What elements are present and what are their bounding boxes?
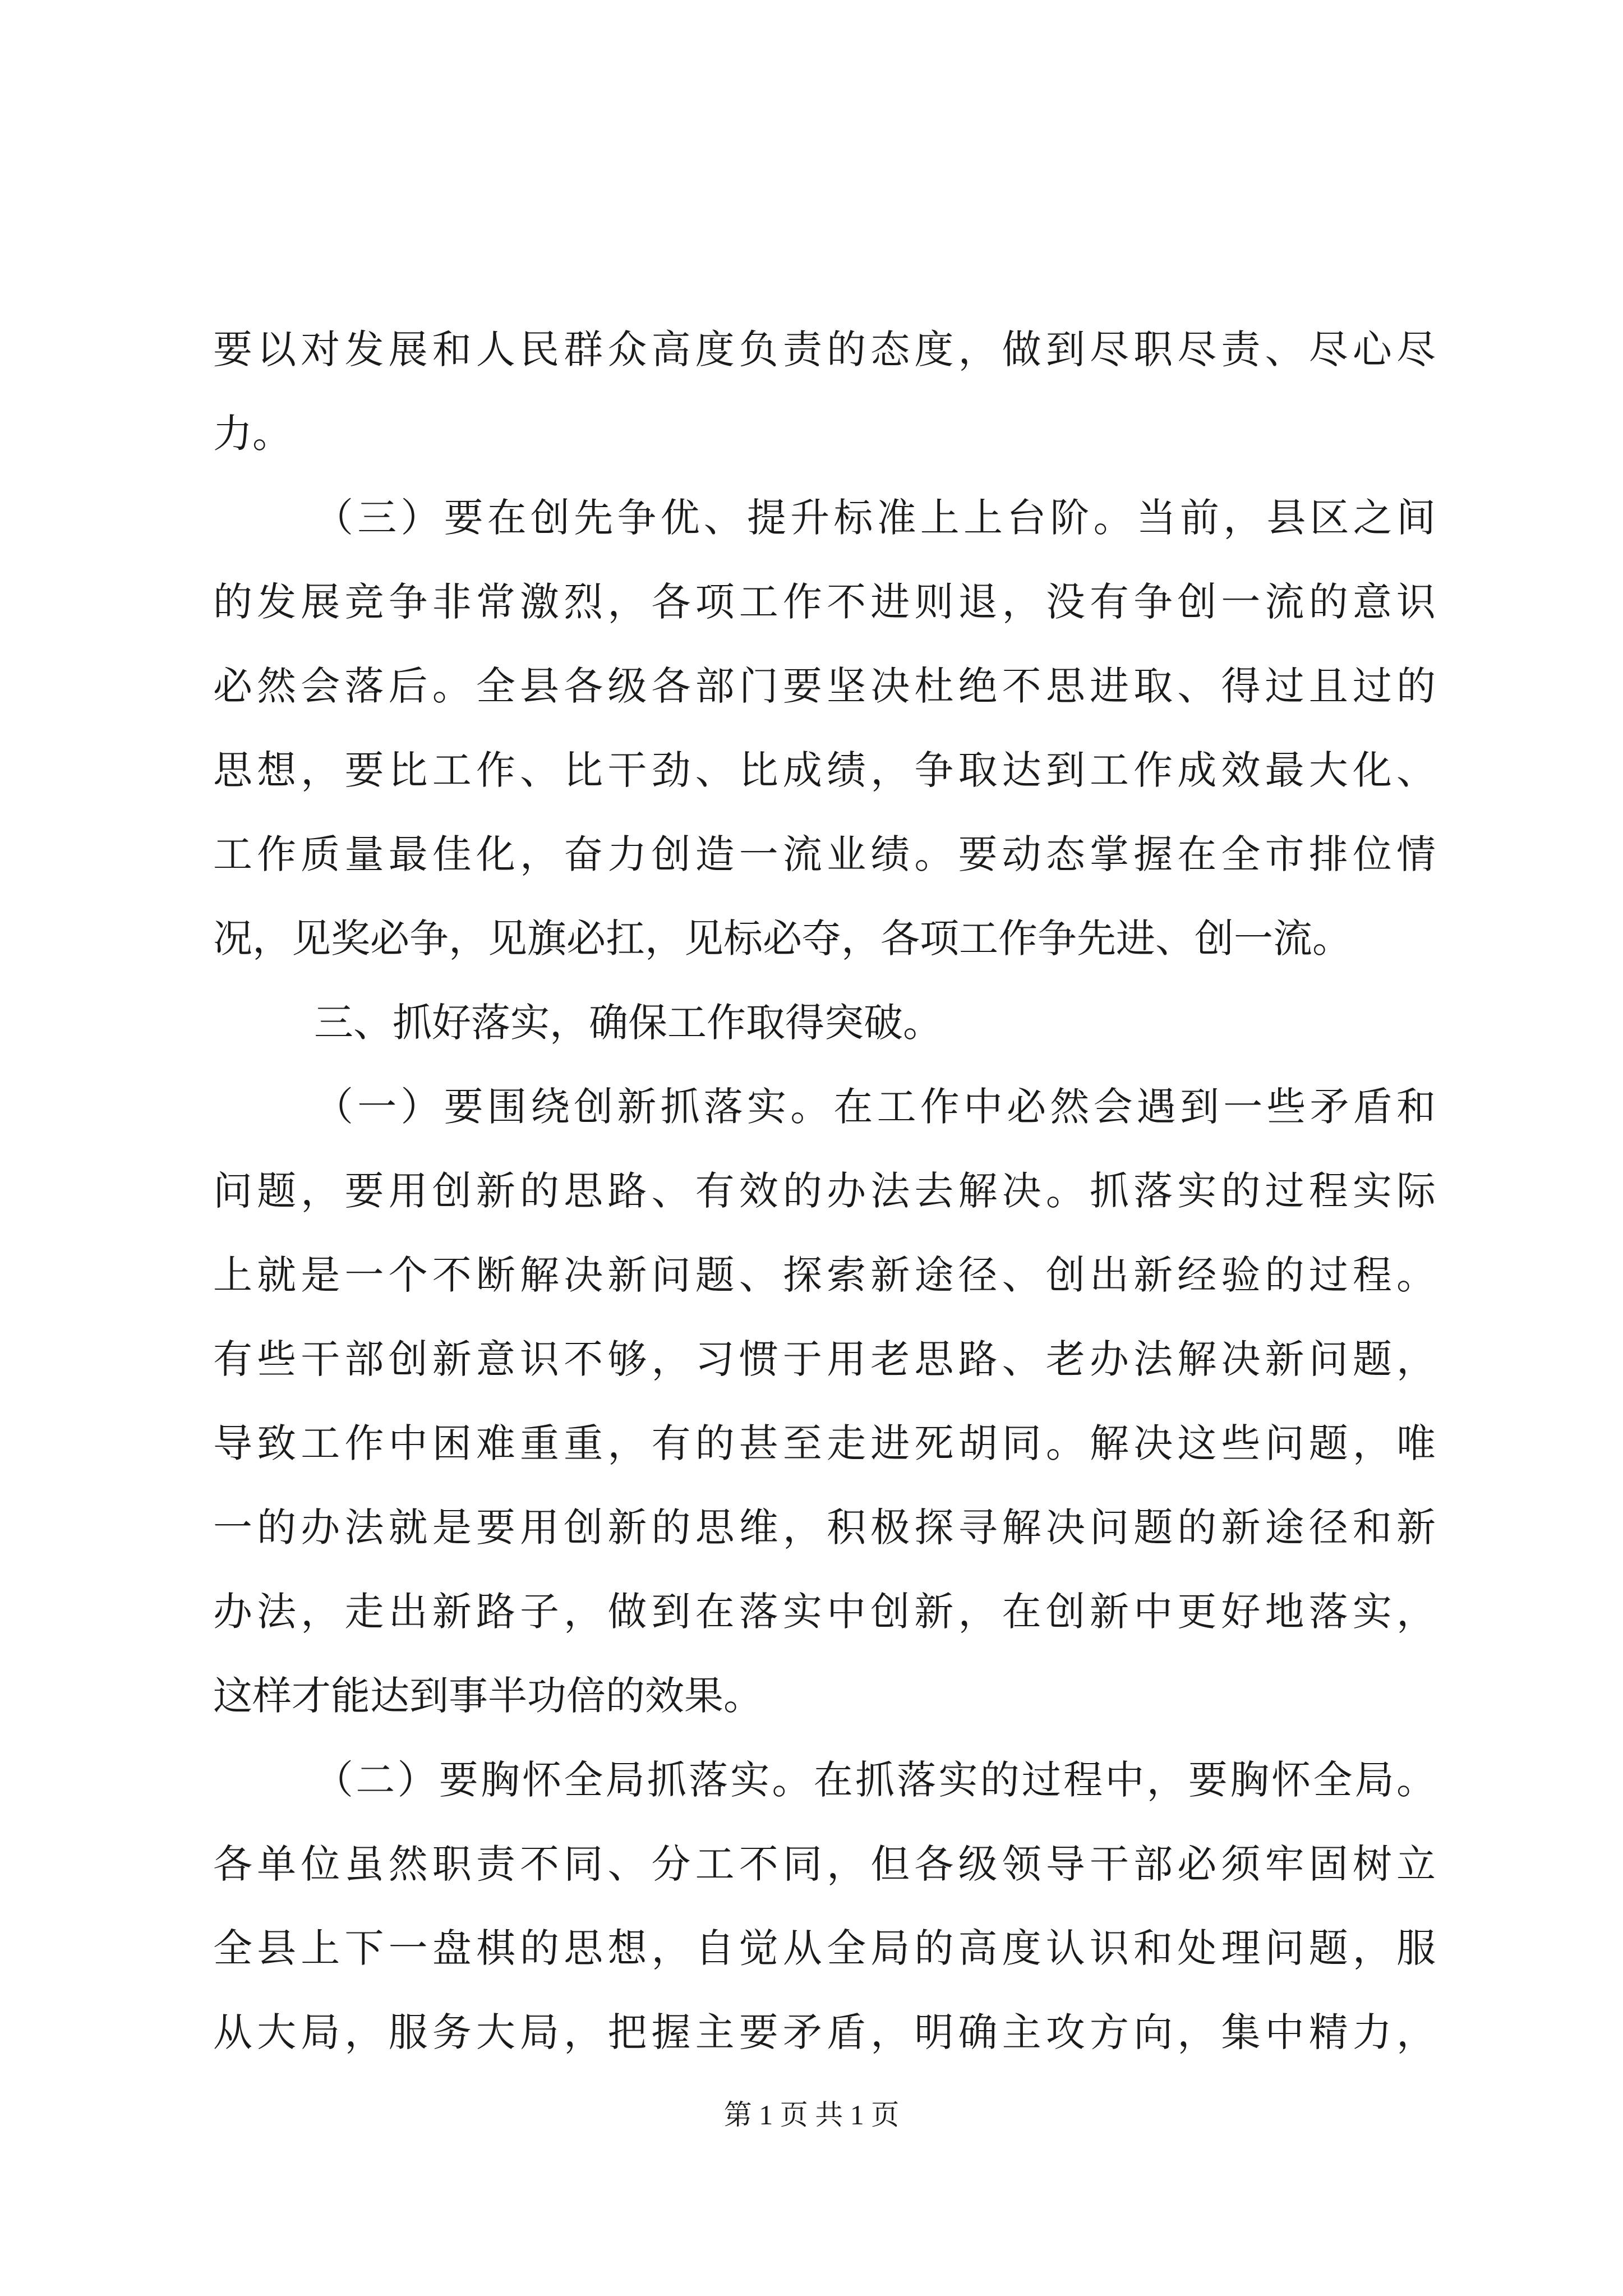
text-line: 工作质量最佳化，奋力创造一流业绩。要动态掌握在全市排位情 bbox=[213, 831, 1436, 877]
text-line: 有些干部创新意识不够，习惯于用老思路、老办法解决新问题， bbox=[213, 1336, 1436, 1382]
text-line: 导致工作中困难重重，有的甚至走进死胡同。解决这些问题，唯 bbox=[213, 1420, 1436, 1466]
text-line: （二）要胸怀全局抓落实。在抓落实的过程中，要胸怀全局。 bbox=[314, 1757, 1436, 1803]
page-footer bbox=[0, 2095, 1623, 2134]
text-line: 全县上下一盘棋的思想，自觉从全局的高度认识和处理问题，服 bbox=[213, 1925, 1436, 1971]
text-line: 况，见奖必争，见旗必扛，见标必夺，各项工作争先进、创一流。 bbox=[213, 915, 1352, 961]
text-line: 上就是一个不断解决新问题、探索新途径、创出新经验的过程。 bbox=[213, 1252, 1436, 1298]
text-line: 力。 bbox=[213, 411, 292, 457]
text-line: 从大局，服务大局，把握主要矛盾，明确主攻方向，集中精力， bbox=[213, 2009, 1436, 2055]
document-body bbox=[213, 307, 1436, 2074]
text-line: 一的办法就是要用创新的思维，积极探寻解决问题的新途径和新 bbox=[213, 1504, 1436, 1550]
text-line: 办法，走出新路子，做到在落实中创新，在创新中更好地落实， bbox=[213, 1589, 1436, 1635]
text-line: 的发展竞争非常激烈，各项工作不进则退，没有争创一流的意识 bbox=[213, 579, 1436, 625]
page-number: 第 1 页 共 1 页 bbox=[723, 2099, 900, 2131]
text-line: （三）要在创先争优、提升标准上上台阶。当前，县区之间 bbox=[314, 495, 1436, 541]
text-line: 各单位虽然职责不同、分工不同，但各级领导干部必须牢固树立 bbox=[213, 1841, 1436, 1887]
text-line: （一）要围绕创新抓落实。在工作中必然会遇到一些矛盾和 bbox=[314, 1084, 1436, 1130]
text-line: 问题，要用创新的思路、有效的办法去解决。抓落实的过程实际 bbox=[213, 1168, 1436, 1214]
text-line: 要以对发展和人民群众高度负责的态度，做到尽职尽责、尽心尽 bbox=[213, 326, 1436, 372]
text-line: 这样才能达到事半功倍的效果。 bbox=[213, 1673, 763, 1719]
text-line: 必然会落后。全县各级各部门要坚决杜绝不思进取、得过且过的 bbox=[213, 663, 1436, 709]
text-line: 思想，要比工作、比干劲、比成绩，争取达到工作成效最大化、 bbox=[213, 747, 1436, 793]
section-heading: 三、抓好落实，确保工作取得突破。 bbox=[314, 1000, 942, 1046]
